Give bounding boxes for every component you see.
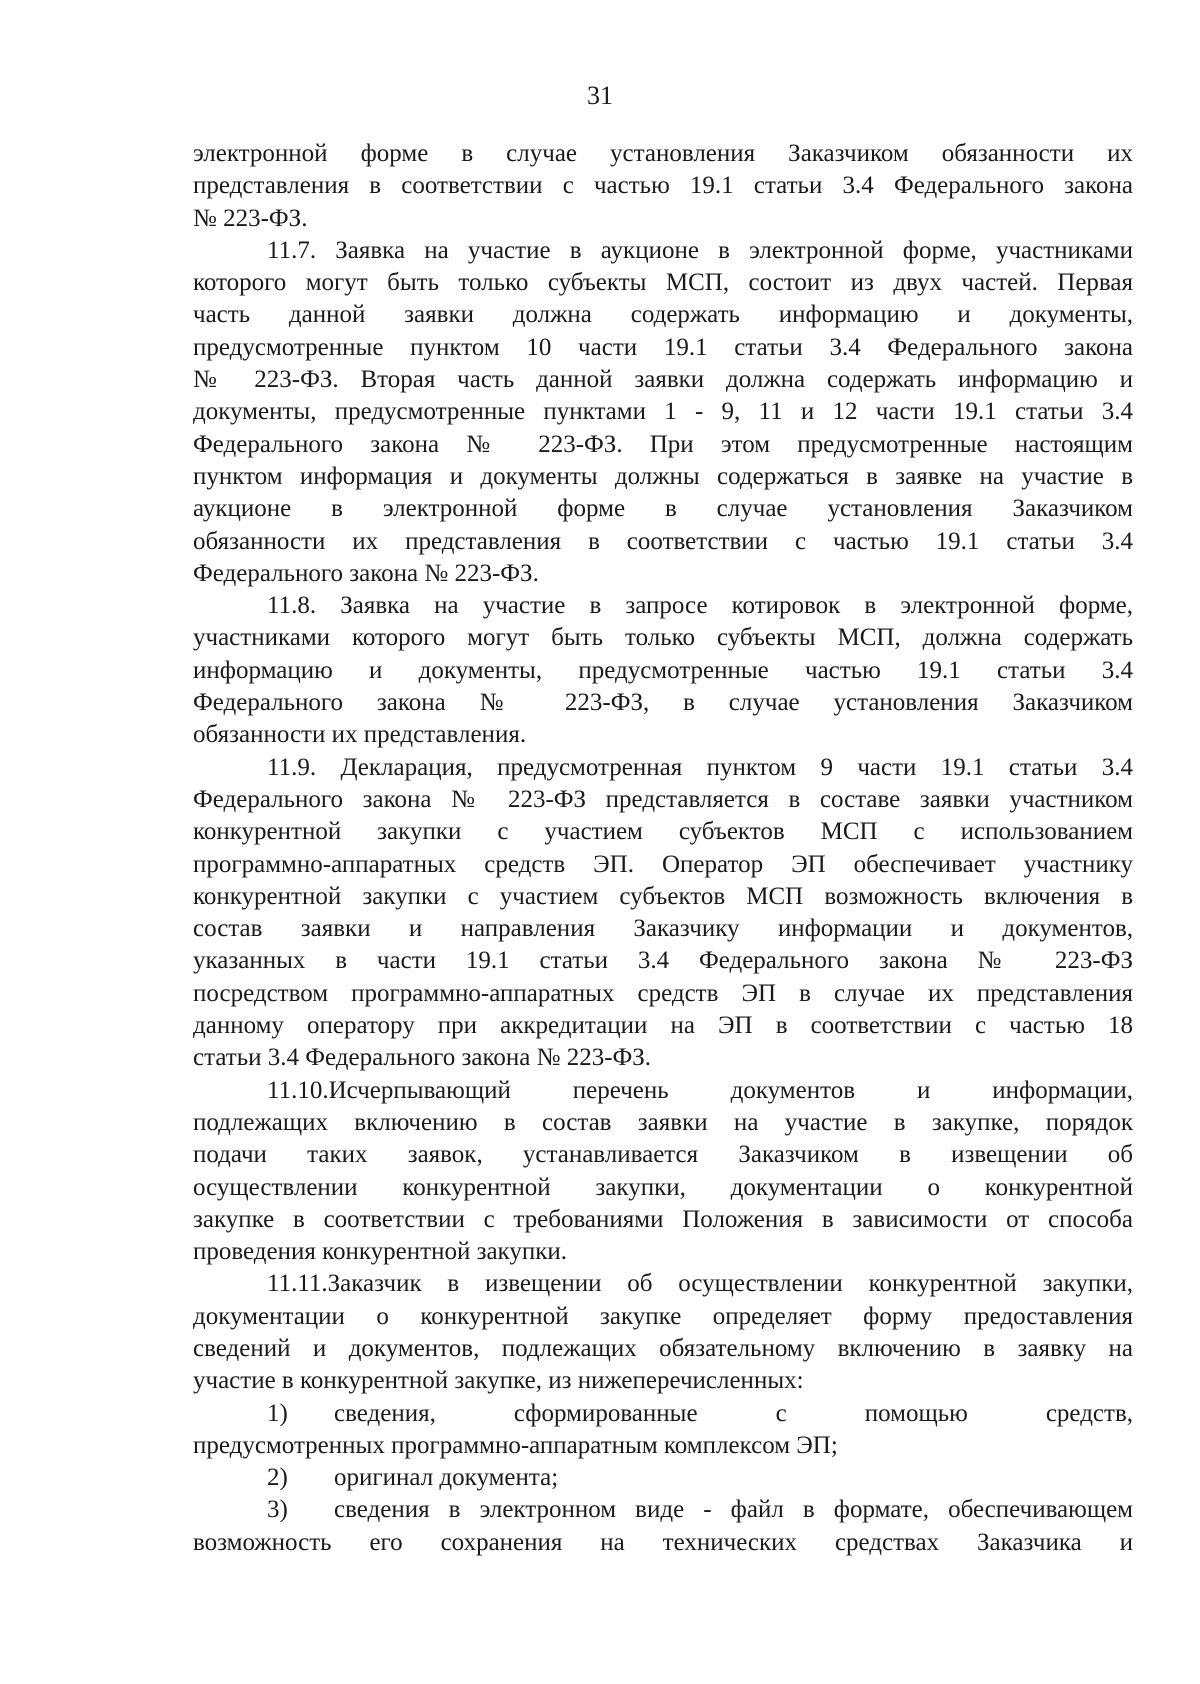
- text-line: Федерального закона № 223-ФЗ представляется в составе заявки участником: [193, 785, 1133, 813]
- text-line: участниками которого могут быть только субъекты МСП, должна содержать: [193, 624, 1133, 652]
- list-item-number: 2): [267, 1464, 288, 1492]
- text-line: документации о конкурентной закупке определяет форму предоставления: [193, 1302, 1133, 1330]
- text-line: предусмотренные пунктом 10 части 19.1 статьи 3.4 Федерального закона: [193, 333, 1133, 361]
- page-number: 31: [587, 81, 613, 110]
- text-line: Федерального закона № 223-ФЗ, в случае установления Заказчиком: [193, 689, 1133, 717]
- text-line: статьи 3.4 Федерального закона № 223-ФЗ.: [193, 1044, 652, 1072]
- text-line: участие в конкурентной закупке, из нижеперечисленных:: [193, 1367, 804, 1395]
- text-line: часть данной заявки должна содержать информацию и документы,: [193, 301, 1133, 329]
- text-line: электронной форме в случае установления Заказчиком обязанности их: [193, 140, 1133, 167]
- list-item-number: 3): [267, 1496, 288, 1524]
- paragraph-11-10-first-line: 11.10.Исчерпывающий перечень документов и информации,: [267, 1076, 1133, 1104]
- text-line: сведений и документов, подлежащих обязательному включению в заявку на: [193, 1334, 1133, 1362]
- text-line: информацию и документы, предусмотренные частью 19.1 статьи 3.4: [193, 656, 1133, 684]
- list-item-text: оригинал документа;: [334, 1464, 559, 1492]
- paragraph-11-9-first-line: 11.9. Декларация, предусмотренная пунктом 9 части 19.1 статьи 3.4: [267, 753, 1133, 781]
- text-line: состав заявки и направления Заказчику информации и документов,: [193, 915, 1133, 943]
- text-line: № 223-ФЗ.: [193, 204, 308, 232]
- list-item-3: [193, 1494, 1133, 1526]
- text-line: пунктом информация и документы должны содержаться в заявке на участие в: [193, 462, 1133, 490]
- list-item-1-continuation: предусмотренных программно-аппаратным комплексом ЭП;: [193, 1431, 838, 1459]
- list-item-number: 1): [267, 1399, 288, 1427]
- text-line: посредством программно-аппаратных средств ЭП в случае их представления: [193, 979, 1133, 1007]
- text-line: конкурентной закупки с участием субъектов МСП возможность включения в: [193, 882, 1133, 910]
- paragraph-11-11-first-line: 11.11.Заказчик в извещении об осуществлении конкурентной закупки,: [267, 1270, 1133, 1298]
- list-item-text: сведения в электронном виде - файл в формате, обеспечивающем: [334, 1496, 1133, 1524]
- text-line: конкурентной закупки с участием субъектов МСП с использованием: [193, 818, 1133, 846]
- text-line: обязанности их представления.: [193, 721, 527, 749]
- paragraph-11-7-first-line: 11.7. Заявка на участие в аукционе в электронной форме, участниками: [267, 236, 1133, 264]
- text-line: закупке в соответствии с требованиями Положения в зависимости от способа: [193, 1205, 1133, 1233]
- text-line: Федерального закона № 223-ФЗ. При этом предусмотренные настоящим: [193, 430, 1133, 458]
- text-line: данному оператору при аккредитации на ЭП в соответствии с частью 18: [193, 1012, 1133, 1040]
- paragraph-11-8-first-line: 11.8. Заявка на участие в запросе котировок в электронной форме,: [267, 592, 1133, 620]
- list-item-text: сведения, сформированные с помощью средств,: [334, 1399, 1133, 1427]
- list-item-2: [193, 1462, 1133, 1494]
- text-line: программно-аппаратных средств ЭП. Оператор ЭП обеспечивает участнику: [193, 850, 1133, 878]
- text-line: № 223-ФЗ. Вторая часть данной заявки должна содержать информацию и: [193, 366, 1133, 394]
- text-line: Федерального закона № 223-ФЗ.: [193, 559, 539, 587]
- text-line: документы, предусмотренные пунктами 1 - 9, 11 и 12 части 19.1 статьи 3.4: [193, 398, 1133, 426]
- text-line: аукционе в электронной форме в случае установления Заказчиком: [193, 495, 1133, 523]
- text-line: осуществлении конкурентной закупки, документации о конкурентной: [193, 1173, 1133, 1201]
- text-line: подачи таких заявок, устанавливается Заказчиком в извещении об: [193, 1141, 1133, 1169]
- document-body: [193, 138, 1133, 1559]
- text-line: которого могут быть только субъекты МСП, состоит из двух частей. Первая: [193, 269, 1133, 297]
- text-line: представления в соответствии с частью 19.1 статьи 3.4 Федерального закона: [193, 172, 1133, 200]
- text-line: обязанности их представления в соответствии с частью 19.1 статьи 3.4: [193, 527, 1133, 555]
- list-item-1: [193, 1398, 1133, 1430]
- text-line: указанных в части 19.1 статьи 3.4 Федерального закона № 223-ФЗ: [193, 947, 1133, 975]
- list-item-3-continuation: возможность его сохранения на технических средствах Заказчика и: [193, 1528, 1133, 1556]
- text-line: подлежащих включению в состав заявки на участие в закупке, порядок: [193, 1108, 1133, 1136]
- text-line: проведения конкурентной закупки.: [193, 1238, 567, 1266]
